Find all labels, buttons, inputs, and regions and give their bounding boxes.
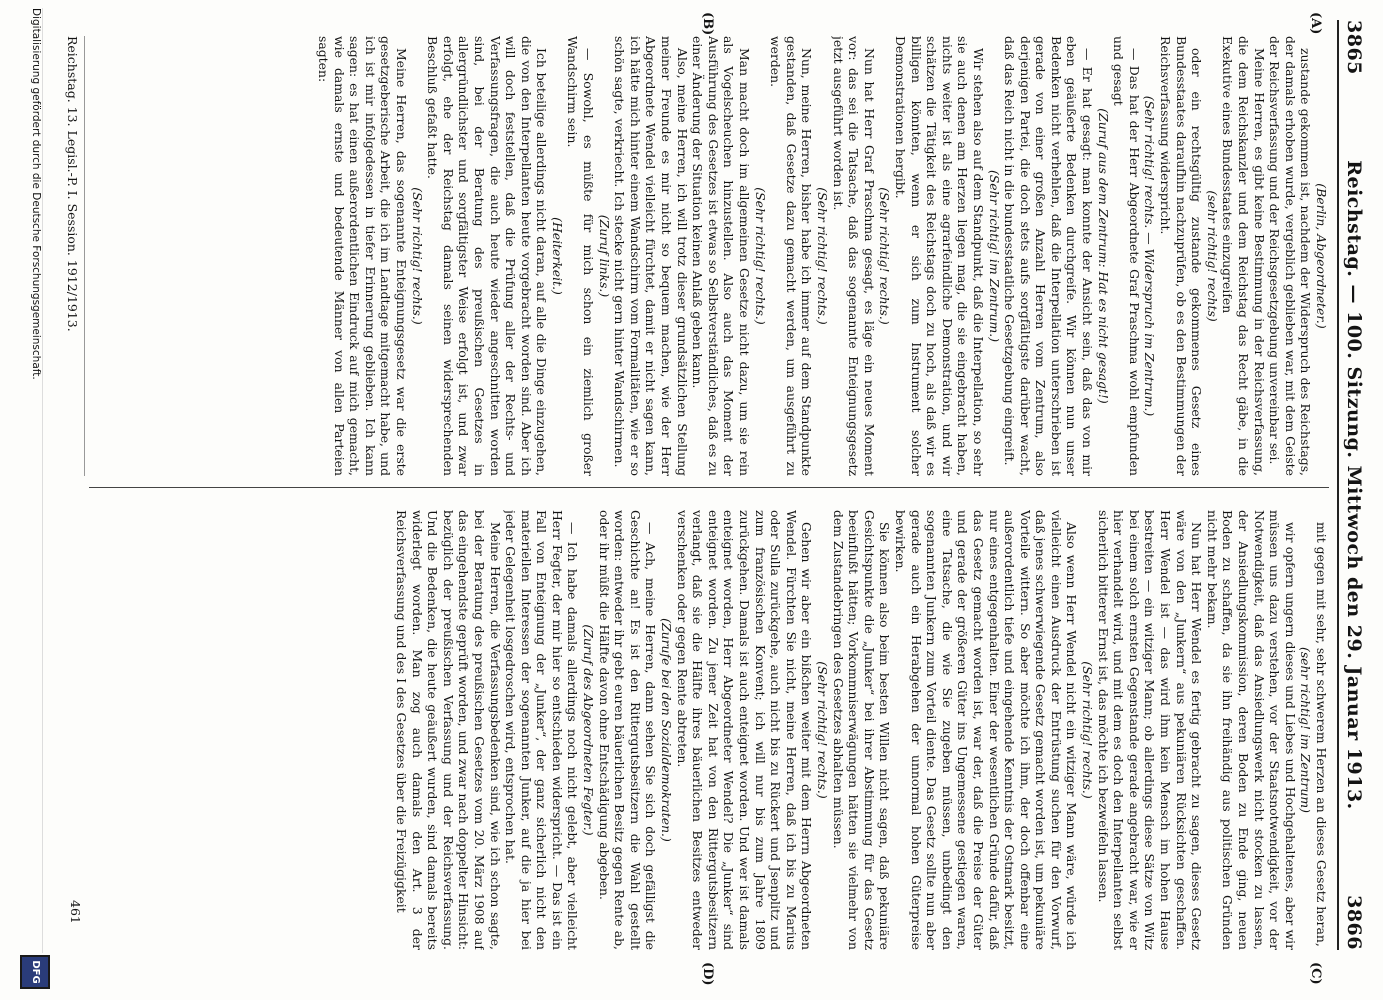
right-column-paragraph: wir opfern ungern dieses und Liebes und Hochgehaltenes, aber wir müssen uns dazu verstehen, vor der Staatsnotwendigkeit, vor der Notwendigkeit, daß das Ansiedlungswerk nicht stocken zu lassen, der Ansiedlungskommission, deren Boden zu Ende ging, neuen Boden zu schaffen, da sie ihn freihändig aus politischen Gründen nicht mehr bekam. [1204,510,1298,950]
left-column-paragraph: Meine Herren, das sogenannte Enteignungsgesetz war die erste gesetzgeberische Arbeit, die ich im Landtage mitgemacht habe, und ich ist mir infolgedessen in tiefer Erinnerung geblieben. Ich kann sagen: es hat einen außerordentlichen Eindruck auf mich gemacht, wie damals ernste und bedeutende Männer von allen Parteien sagten: [316,36,409,476]
margin-marker-c: (C) [1308,962,1323,985]
left-column-interjection: (Sehr richtig! rechts.) [815,187,830,325]
right-column [89,510,1329,950]
dfg-logo: DFG [20,955,50,989]
left-column-interjection: (Zuruf links.) [596,214,612,298]
left-column-paragraph: oder ein rechtsgültig zustande gekommenes Gesetz eines Bundesstaates daraufhin nachzuprüfen, ob es den Bestimmungen der Reichsverfassung widerspricht. [1158,36,1205,476]
right-column-interjection: (Sehr richtig! rechts.) [1080,661,1096,799]
left-column-paragraph: Ich beteilige allerdings nicht daran, auf alle die Dinge einzugehen, die von den Interpellanten heute vorgebracht worden sind. Aber ich will doch feststellen, daß die Prüfung aller der Rechts- und Verfassungsfragen, die auch heute wieder angeschnitten worden sind, bei der Beratung des preußischen Gesetzes in allergründlichster und sorgfältigster Weise erfolgt ist, und zwar erfolgt, ehe der Reichstag damals seinen widersprechenden Beschluß gefaßt hatte. [425,36,550,476]
right-column-interjection: (Sehr richtig! rechts.) [815,661,830,799]
right-column-paragraph: mit gegen mit sehr, sehr schwerem Herzen an dieses Gesetz heran, [1314,522,1329,947]
left-column-paragraph: Nun, meine Herren, bisher habe ich immer auf dem Standpunkte gestanden, daß Gesetze dazu gemacht werden, um ausgeführt zu werden. [768,36,815,476]
left-column-interjection: (Sehr richtig! im Zentrum.) [986,169,1002,343]
page-number-right: 3866 [1343,895,1365,950]
left-column-interjection: (sehr richtig! rechts) [1204,190,1220,322]
left-column-interjection: (Sehr richtig! rechts.) [752,187,768,325]
left-column-interjection: (Sehr richtig! rechts.) [409,187,425,325]
left-column-paragraph: Also, meine Herren, ich will trotz dieser grundsätzlichen Stellung meiner Freunde es mir nicht so bequem machen, wie der Herr Abgeordnete Wendel vielleicht fürchtet, damit er nicht sagen kann, ich hätte mich hinter einem Wandschirm vom Formalitäten, wie er so schön sagte, verkriecht. Ich stecke nicht gern hinter Wandschirmen. [612,36,690,476]
right-column-interjection: (Zurufe bei den Sozialdemokraten.) [659,618,675,842]
digitization-credit: Digitalisierung gefördert durch die Deutsche Forschungsgemeinschaft. [28,8,43,953]
right-column-interjection: (Zuruf des Abgeordneten Fegter.) [581,624,597,836]
right-column-paragraph: Also wenn Herr Wendel nicht ein witziger Mann wäre, würde ich vielleicht einen Ausdruck der Entrüstung suchen für den Vorwurf, daß jenes schwerwiegende Gesetz gemacht worden ist, um pekuniäre Vorteile wittern. So aber möchte ich ihm, der doch offenbar eine außerordentlich tiefe und eingehende Kenntnis der Ostmark besitzt, nur eines entgegenhalten. Einer der wesentlichen Gründe dafür, daß das Gesetz gemacht worden ist, war der, daß die Preise der Güter und gerade der größeren Güter ins Ungemessene gestiegen waren, eine Tatsache, die wie Sie zugeben müssen, unbedingt den sogenannten Junkern zum Vorteil diente. Das Gesetz sollte nun aber gerade auch ein Herabgehen der unnormal hohen Güterpreise bewirken. [892,510,1080,950]
right-column-interjection: (sehr richtig! im Zentrum) [1298,646,1314,813]
left-column-paragraph: Man macht doch im allgemeinen Gesetze nicht dazu, um sie rein als Vogelscheuchen hinzustellen. Also auch das Moment der Ausführung des Gesetzes ist etwas so Selbstverständliches, daß es zu einer Änderung der Situation keinen Anlaß geben kann. [690,36,753,476]
left-column-paragraph: Wir stehen also auf dem Standpunkt, daß die Interpellation, so sehr sie auch denen am Herzen liegen mag, die sie eingebracht haben, nichts weiter ist als eine agrarfeindliche Demonstration, und wir schätzen die Tätigkeit des Reichstags doch zu hoch, als daß wir es billigen könnten, wenn er sich zum Instrument solcher Demonstrationen hergibt. [892,36,986,476]
right-column-paragraph: Nun hat Herr Wendel es fertig gebracht zu sagen, dieses Gesetz wäre von den „Junkern“ aus pekuniären Rücksichten geschaffen. Herr Wendel ist — das wird ihm kein Mensch im hohen Hause bestreiten — ein witziger Mann; ob allerdings diese Sätze von Witz bei einem solch ernsten Gegenstande gerade angebracht war, wie er hier verhandelt wird, und mit dem es doch den Interpellanten selbst sicherlich bitterer Ernst ist, das möchte ich bezweifeln lassen. [1095,510,1205,950]
column-divider [89,487,1329,488]
footer-page-number: 461 [68,900,83,924]
right-column-paragraph: — Ich habe damals allerdings noch nicht gelebt, aber vielleicht Herr Fegter, der mir hier so entschieden widerspricht. — Das ist ein Fall von Enteignung der „Junker“, der ganz sicherlich nicht den materiellen Interessen der sogenannten Junker, auf die ja hier bei jeder Gelegenheit losgedroschen wird, entsprochen hat. [503,510,581,950]
left-column-interjection: (Sehr richtig! rechts. — Widerspruch im Zentrum.) [1142,95,1158,417]
left-column-paragraph: — Sowohl, es müßte für mich schon ein ziemlich großer Wandschirm sein. [565,36,597,476]
left-column-paragraph: Meine Herren, es gibt keine Bestimmung in der Reichsverfassung, die dem Reichskanzler und dem Reichstag das Recht gäbe, in die Exekutive eines Bundesstaates einzugreifen [1220,36,1267,476]
page-header [1337,20,1365,950]
right-column-paragraph: Gehen wir aber ein bißchen weiter mit dem Herrn Abgeordneten Wendel. Fürchten Sie nicht, meine Herren, daß ich bis zu Marius oder Sulla zurückgehe, auch nicht bis zu Rückert und Jsenplitz und zum französischen Konvent; ich will nur bis zum Jahre 1809 zurückgehen. Damals ist auch enteignet worden. Und wer ist damals enteignet worden, Herr Abgeordneter Wendel? Die „Junker“ sind enteignet worden. Zu jener Zeit hat von den Rittergutsbesitzern verlangt, daß sie die Hälfte ihres bäuerlichen Besitzes entweder verschenken oder gegen Rente abtreten. [674,510,815,950]
page-number-left: 3865 [1343,20,1365,75]
right-column-paragraph: Meine Herren, die Verfassungsbedenken sind, wie ich schon sagte, bei der Beratung des preußischen Gesetzes vom 20. März 1908 auf das eingehendste geprüft worden, und zwar nach doppelter Hinsicht: bezüglich der preußischen Verfassung und der Reichsverfassung. Und die Bedenken, die heute geäußert wurden, sind damals bereits widerlegt worden. Man zog auch damals den Art. 3 der Reichsverfassung und des I des Gesetzes über die Freizügigkeit [393,510,503,950]
margin-marker-d: (D) [700,962,715,986]
left-column-interjection: (Zuruf aus dem Zentrum: Hat es nicht gesagt!) [1095,108,1111,404]
page-footer: Reichstag. 13. Legisl.-P. I. Session. 1912/1913. [65,36,85,476]
left-column-paragraph: Nun hat Herr Graf Praschma gesagt, es läge ein neues Moment vor: das sei die Tatsache, daß das sogenannte Enteignungsgesetz jetzt ausgeführt worden ist. [830,36,877,476]
right-column-paragraph: Sie können also beim besten Willen nicht sagen, daß pekuniäre Gesichtspunkte die „Junker“ bei ihrer Abstimmung für das Gesetz beeinflußt hätten; Vorkommniserwägungen hätten sie vielmehr von dem Zustandebringen des Gesetzes abhalten müssen. [830,510,893,950]
left-column-paragraph: zustande gekommen ist, nachdem der Widerspruch des Reichstags, der damals erhoben wurde, vergeblich geblieben war, mit dem Geiste der Reichsverfassung und der Reichsgesetzgebung unvereinbar sei. [1267,36,1314,476]
header-title: Reichstag. — 100. Sitzung. Mittwoch den 29. Januar 1913. [1343,160,1365,810]
left-column-paragraph: — Das hat der Herr Abgeordnete Graf Praschma wohl empfunden und gesagt [1111,36,1142,476]
left-column-interjection: (Berlin, Abgeordneter.) [1314,183,1329,329]
left-column-interjection: (Sehr richtig! rechts.) [877,187,893,325]
left-column-interjection: (Heiterkeit.) [549,217,565,295]
margin-marker-b: (B) [700,12,715,36]
left-column-paragraph: — Er hat gesagt: man konnte der Ansicht sein, daß das von mir eben geäußerte Bedenken durchgreife. Wir können nun unser Bedenken nicht verhehlen, daß die Interpellation unterschrieben ist gerade von einer großen Anzahl Herren vom Zentrum, also derjenigen Partei, die doch stets aufs sorgfältigste darüber wacht, daß das Reich nicht in die bundesstaatliche Gesetzgebung eingreift. [1002,36,1096,476]
right-column-paragraph: — Ach, meine Herren, dann sehen Sie sich doch gefälligst die Geschichte an! Es ist den Rittergutsbesitzern die Wahl gestellt worden: entweder ihr gebt euren bäuerlichen Besitz gegen Rente ab, oder ihr müßt die Hälfte davon ohne Entschädigung abgeben. [596,510,659,950]
left-column [89,36,1329,476]
margin-marker-a: (A) [1308,12,1323,35]
